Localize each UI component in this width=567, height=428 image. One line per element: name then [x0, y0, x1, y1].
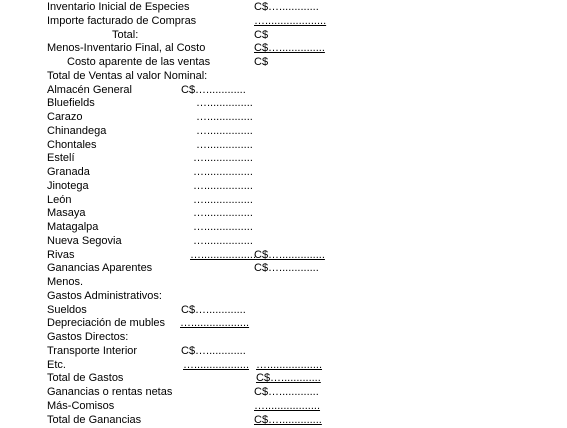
bluefields-label: Bluefields: [47, 97, 95, 110]
row-inventario-inicial: [0, 1, 567, 15]
ganancias-aparentes-label: Ganancias Aparentes: [47, 262, 153, 275]
row-esteli: [0, 152, 567, 166]
inventario-final-total: C$…...............: [254, 42, 325, 55]
granada-label: Granada: [47, 166, 90, 178]
row-masaya: [0, 207, 567, 221]
row-granada: [0, 166, 567, 180]
rivas-total: C$…...............: [254, 248, 325, 261]
carazo-label: Carazo: [47, 111, 83, 123]
inventario-inicial-total: C$….............: [254, 1, 319, 13]
row-jinotega: [0, 180, 567, 194]
transporte-interior-label: Transporte Interior: [47, 344, 138, 357]
row-mas-comisos: [0, 400, 567, 414]
gastos-directos-label: Gastos Directos:: [47, 331, 129, 343]
importe-compras-label: Importe facturado de Compras: [47, 14, 197, 27]
leon-amount: …................: [193, 193, 253, 206]
almacen-general-label: Almacén General: [47, 83, 132, 96]
jinotega-label: Jinotega: [47, 179, 89, 192]
row-total-1: [0, 29, 567, 43]
nueva-segovia-label: Nueva Segovia: [47, 234, 122, 247]
inventario-inicial-label: Inventario Inicial de Especies: [47, 1, 190, 13]
chinandega-amount: …...............: [196, 124, 253, 137]
row-rivas: [0, 249, 567, 263]
ganancias-rentas-netas-total: C$….............: [254, 386, 319, 398]
row-depreciacion-muebles: [0, 317, 567, 331]
sueldos-amount: C$….............: [181, 303, 246, 316]
ganancias-rentas-netas-label: Ganancias o rentas netas: [47, 386, 173, 398]
total-ventas-header-label: Total de Ventas al valor Nominal:: [47, 69, 208, 82]
chontales-amount: …...............: [196, 138, 253, 151]
etc-amount: …..................: [183, 358, 250, 371]
inventario-final-label: Menos-Inventario Final, al Costo: [47, 42, 206, 55]
row-sueldos: [0, 304, 567, 318]
row-chinandega: [0, 125, 567, 139]
row-nueva-segovia: [0, 235, 567, 249]
jinotega-amount: …................: [193, 179, 253, 192]
row-transporte-interior: [0, 345, 567, 359]
rivas-amount: …..................: [190, 248, 257, 261]
row-carazo: [0, 111, 567, 125]
transporte-interior-amount: C$….............: [181, 344, 246, 357]
row-almacen-general: [0, 84, 567, 98]
nueva-segovia-amount: …................: [193, 234, 253, 247]
row-etc: [0, 359, 567, 373]
row-gastos-directos: [0, 331, 567, 345]
menos-label: Menos.: [47, 276, 84, 288]
gastos-administrativos-label: Gastos Administrativos:: [47, 289, 162, 302]
rivas-label: Rivas: [47, 248, 75, 261]
etc-label: Etc.: [47, 358, 66, 371]
depreciacion-muebles-label: Depreciación de mubles: [47, 317, 166, 330]
esteli-amount: …................: [193, 152, 253, 165]
granada-amount: …................: [193, 166, 253, 178]
sueldos-label: Sueldos: [47, 303, 87, 316]
importe-compras-total: …....................: [254, 14, 327, 27]
row-matagalpa: [0, 221, 567, 235]
matagalpa-amount: …................: [193, 221, 253, 233]
row-inventario-final: [0, 42, 567, 56]
leon-label: León: [47, 193, 72, 206]
row-menos: [0, 276, 567, 290]
row-ganancias-aparentes: [0, 262, 567, 276]
almacen-general-amount: C$….............: [181, 83, 246, 96]
bluefields-amount: …...............: [196, 97, 253, 110]
mas-comisos-label: Más-Comisos: [47, 399, 115, 412]
row-costo-aparente: [0, 56, 567, 70]
total-1-total: C$: [254, 28, 269, 41]
matagalpa-label: Matagalpa: [47, 221, 99, 233]
row-total-ganancias: [0, 414, 567, 428]
total-1-label: Total:: [112, 28, 139, 41]
depreciacion-muebles-amount: …...................: [180, 317, 250, 330]
mas-comisos-total: …..................: [254, 399, 321, 412]
total-ganancias-label: Total de Ganancias: [47, 413, 142, 426]
total-ganancias-total: C$…..............: [254, 413, 322, 426]
row-chontales: [0, 139, 567, 153]
row-leon: [0, 194, 567, 208]
chinandega-label: Chinandega: [47, 124, 107, 137]
etc-total: …..................: [256, 358, 323, 371]
row-total-ventas-header: [0, 70, 567, 84]
carazo-amount: …...............: [196, 111, 253, 123]
chontales-label: Chontales: [47, 138, 97, 151]
esteli-label: Estelí: [47, 152, 75, 165]
total-gastos-total: C$….............: [256, 372, 321, 385]
ganancias-aparentes-total: C$….............: [254, 262, 319, 275]
masaya-label: Masaya: [47, 207, 86, 220]
total-gastos-label: Total de Gastos: [47, 372, 124, 385]
costo-aparente-total: C$: [254, 56, 269, 68]
costo-aparente-label: Costo aparente de las ventas: [67, 56, 211, 68]
row-bluefields: [0, 97, 567, 111]
masaya-amount: …................: [193, 207, 253, 220]
row-ganancias-rentas-netas: [0, 386, 567, 400]
row-total-gastos: [0, 372, 567, 386]
row-gastos-administrativos: [0, 290, 567, 304]
row-importe-compras: [0, 15, 567, 29]
